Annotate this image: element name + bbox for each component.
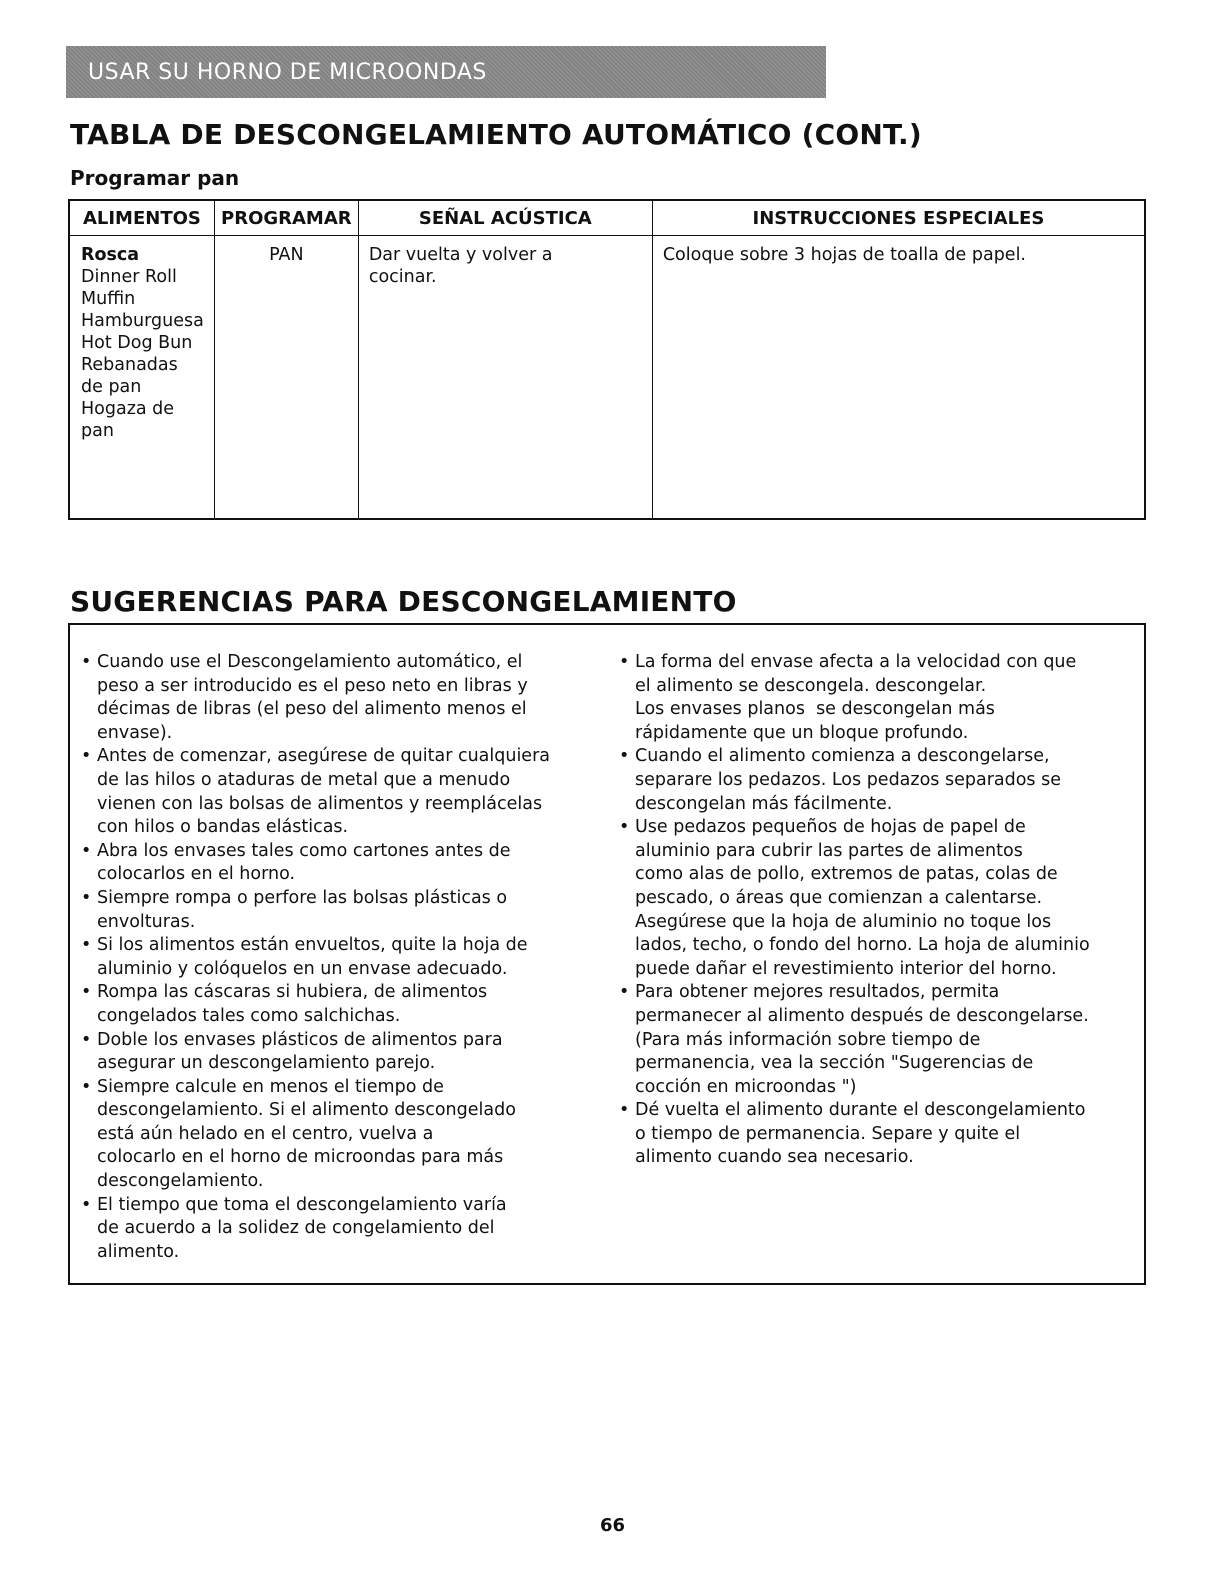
tip-line: está aún helado en el centro, vuelva a: [97, 1123, 434, 1144]
tip-line: como alas de pollo, extremos de patas, colas de: [635, 864, 1058, 885]
tip-item: [81, 887, 591, 934]
tip-line: • Siempre rompa o perfore las bolsas plásticas o: [97, 887, 508, 908]
food-item: Hamburguesa: [81, 311, 204, 331]
tip-item: [81, 934, 591, 981]
tip-line: • Para obtener mejores resultados, permita: [635, 982, 1000, 1003]
tip-line: de las hilos o ataduras de metal que a menudo: [97, 769, 511, 790]
tip-line: vienen con las bolsas de alimentos y reemplácelas: [97, 793, 543, 814]
tip-line: • Siempre calcule en menos el tiempo de: [97, 1076, 444, 1097]
banner-text: USAR SU HORNO DE MICROONDAS: [88, 59, 487, 85]
tip-line: o tiempo de permanencia. Separe y quite el: [635, 1123, 1021, 1144]
tips-box: [68, 623, 1146, 1285]
tip-item: [81, 1194, 591, 1265]
table-header-row: [69, 200, 1145, 236]
tip-line: con hilos o bandas elásticas.: [97, 817, 349, 838]
tip-line: descongelamiento. Si el alimento descongelado: [97, 1100, 516, 1121]
tip-line: permanencia, vea la sección "Sugerencias de: [635, 1053, 1034, 1074]
tip-line: • El tiempo que toma el descongelamiento varía: [97, 1194, 507, 1215]
tip-line: asegurar un descongelamiento parejo.: [97, 1053, 436, 1074]
tip-line: Los envases planos se descongelan más: [635, 699, 995, 720]
tip-line: alimento.: [97, 1241, 180, 1262]
tip-line: Asegúrese que la hoja de aluminio no toque los: [635, 911, 1052, 932]
tip-line: • Doble los envases plásticos de alimentos para: [97, 1029, 503, 1050]
food-item: Rosca: [81, 245, 140, 265]
tip-line: rápidamente que un bloque profundo.: [635, 722, 969, 743]
tip-item: [81, 1029, 591, 1076]
header-instrucciones: INSTRUCCIONES ESPECIALES: [652, 200, 1145, 236]
tip-line: colocarlos en el horno.: [97, 864, 296, 885]
food-item: pan: [81, 421, 114, 441]
program-cell: PAN: [214, 236, 358, 520]
tip-item: [619, 981, 1139, 1099]
tip-line: el alimento se descongela. descongelar.: [635, 675, 987, 696]
tip-line: • Use pedazos pequeños de hojas de papel de: [635, 817, 1026, 838]
tip-line: • Abra los envases tales como cartones antes de: [97, 840, 511, 861]
signal-line: Dar vuelta y volver a: [368, 245, 553, 265]
tip-item: [81, 651, 591, 745]
food-item: Hogaza de: [81, 399, 175, 419]
section-banner: [66, 46, 826, 98]
tip-line: peso a ser introducido es el peso neto en libras y: [97, 675, 528, 696]
tip-line: alimento cuando sea necesario.: [635, 1147, 914, 1168]
tip-item: [81, 1076, 591, 1194]
tip-line: permanecer al alimento después de descongelarse.: [635, 1005, 1089, 1026]
tip-item: [619, 1099, 1139, 1170]
signal-line: cocinar.: [368, 267, 437, 287]
defrost-table: [68, 199, 1146, 520]
tip-line: de acuerdo a la solidez de congelamiento del: [97, 1218, 495, 1239]
food-item: Muffin: [81, 289, 136, 309]
table-subtitle: Programar pan: [70, 166, 240, 190]
tip-line: congelados tales como salchichas.: [97, 1005, 401, 1026]
foods-cell: [69, 236, 214, 520]
tip-line: (Para más información sobre tiempo de: [635, 1029, 981, 1050]
tip-line: • Cuando use el Descongelamiento automático, el: [97, 652, 523, 672]
tip-line: descongelamiento.: [97, 1171, 264, 1192]
tip-line: descongelan más fácilmente.: [635, 793, 893, 814]
tip-line: • Si los alimentos están envueltos, quite la hoja de: [97, 935, 528, 956]
tip-line: aluminio y colóquelos en un envase adecuado.: [97, 958, 508, 979]
food-item: Hot Dog Bun: [81, 333, 193, 353]
tip-line: colocarlo en el horno de microondas para más: [97, 1147, 504, 1168]
tip-line: pescado, o áreas que comienzan a calentarse.: [635, 887, 1043, 908]
tips-left-column: [81, 651, 591, 1264]
signal-cell: [358, 236, 652, 520]
tip-line: envolturas.: [97, 911, 196, 932]
tip-line: • Rompa las cáscaras si hubiera, de alimentos: [97, 982, 488, 1003]
tip-item: [81, 745, 591, 839]
page-title: TABLA DE DESCONGELAMIENTO AUTOMÁTICO (CONT.): [70, 118, 922, 151]
tip-line: • Dé vuelta el alimento durante el descongelamiento: [635, 1100, 1086, 1121]
tip-line: separare los pedazos. Los pedazos separados se: [635, 769, 1061, 790]
header-programar: PROGRAMAR: [214, 200, 358, 236]
tip-line: envase).: [97, 722, 173, 743]
food-item: Rebanadas: [81, 355, 178, 375]
header-alimentos: ALIMENTOS: [69, 200, 214, 236]
tip-line: • Cuando el alimento comienza a descongelarse,: [635, 746, 1050, 767]
table-row: [69, 236, 1145, 520]
tip-line: décimas de libras (el peso del alimento menos el: [97, 699, 527, 720]
tips-right-column: [619, 651, 1139, 1170]
tip-line: • La forma del envase afecta a la velocidad con que: [635, 652, 1077, 672]
tip-item: [81, 981, 591, 1028]
instructions-cell: Coloque sobre 3 hojas de toalla de papel.: [652, 236, 1145, 520]
tip-line: lados, techo, o fondo del horno. La hoja de aluminio: [635, 935, 1090, 956]
tip-line: puede dañar el revestimiento interior del horno.: [635, 958, 1057, 979]
page-number: 66: [599, 1515, 626, 1536]
header-senal: SEÑAL ACÚSTICA: [358, 200, 652, 236]
tip-item: [619, 651, 1139, 745]
food-item: de pan: [81, 377, 142, 397]
food-item: Dinner Roll: [81, 267, 177, 287]
tip-item: [619, 745, 1139, 816]
tip-line: aluminio para cubrir las partes de alimentos: [635, 840, 1023, 861]
tip-item: [619, 816, 1139, 981]
tip-line: • Antes de comenzar, asegúrese de quitar cualquiera: [97, 746, 550, 767]
section-title: SUGERENCIAS PARA DESCONGELAMIENTO: [70, 585, 737, 618]
tip-item: [81, 840, 591, 887]
tip-line: cocción en microondas "): [635, 1076, 857, 1097]
